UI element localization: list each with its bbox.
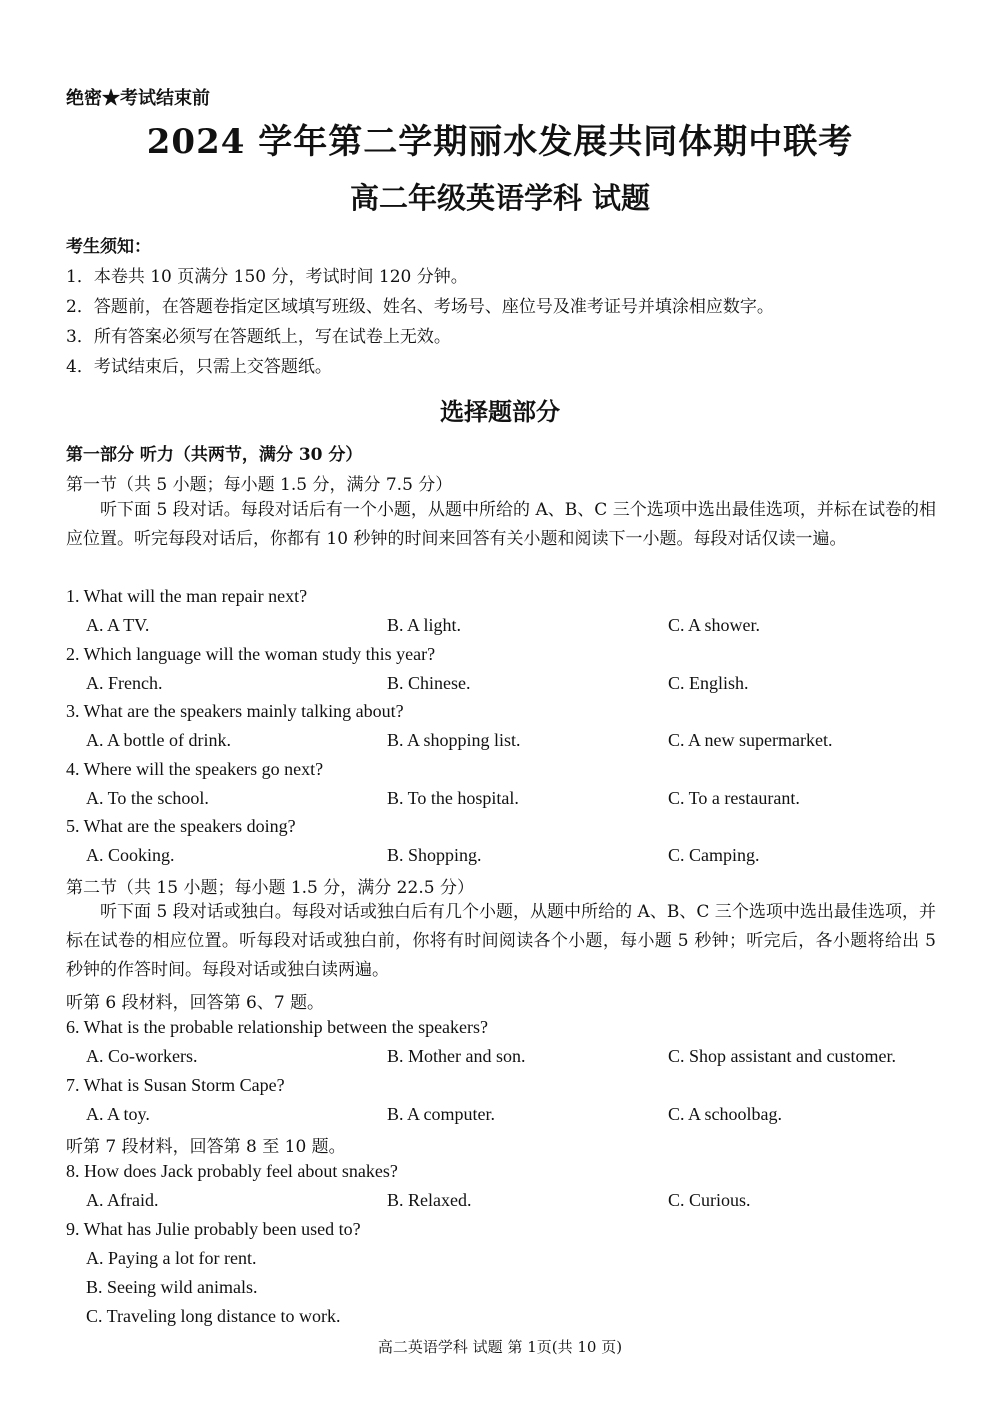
option-c: C. Shop assistant and customer. — [668, 1046, 896, 1066]
material-6-label: 听第 6 段材料，回答第 6、7 题。 — [66, 993, 325, 1013]
option-c: C. A new supermarket. — [668, 730, 833, 750]
option-c: C. Curious. — [668, 1190, 751, 1210]
section2-instructions: 听下面 5 段对话或独白。每段对话或独白后有几个小题，从题中所给的 A、B、C 三个选项中选出最佳选项，并标在试卷的相应位置。听每段对话或独白前，你将有时间阅读各个小题，每小题 5 秒钟；听完后，各小题将给出 5 秒钟的作答时间。每段对话或独白读两遍。 — [66, 902, 936, 980]
option-a: A. French. — [86, 673, 163, 693]
question-text: 7. What is Susan Storm Cape? — [66, 1075, 285, 1095]
option-a: A. Cooking. — [86, 845, 175, 865]
section1-heading: 第一节（共 5 小题；每小题 1.5 分，满分 7.5 分） — [66, 475, 453, 495]
question-text: 4. Where will the speakers go next? — [66, 759, 324, 779]
option-c: C. To a restaurant. — [668, 788, 800, 808]
question-text: 3. What are the speakers mainly talking about? — [66, 701, 404, 721]
option-b: B. To the hospital. — [387, 788, 519, 808]
option-c: C. A shower. — [668, 615, 761, 635]
part-heading: 第一部分 听力（共两节，满分 30 分） — [66, 445, 363, 465]
question-text: 8. How does Jack probably feel about snakes? — [66, 1161, 398, 1181]
material-7-label: 听第 7 段材料，回答第 8 至 10 题。 — [66, 1137, 346, 1157]
option-a: A. A TV. — [86, 615, 150, 635]
option-a: A. Paying a lot for rent. — [86, 1248, 257, 1268]
option-b: B. Seeing wild animals. — [86, 1277, 258, 1297]
question-text: 5. What are the speakers doing? — [66, 816, 296, 836]
option-b: B. Mother and son. — [387, 1046, 526, 1066]
notice-item: 1．本卷共 10 页满分 150 分，考试时间 120 分钟。 — [66, 267, 468, 287]
option-c: C. Traveling long distance to work. — [86, 1306, 341, 1326]
option-a: A. Co-workers. — [86, 1046, 198, 1066]
question-text: 1. What will the man repair next? — [66, 586, 308, 606]
confidential-label: 绝密★考试结束前 — [66, 88, 210, 109]
option-b: B. A computer. — [387, 1104, 495, 1124]
section1-instructions: 听下面 5 段对话。每段对话后有一个小题，从题中所给的 A、B、C 三个选项中选出最佳选项，并标在试卷的相应位置。听完每段对话后，你都有 10 秒钟的时间来回答有关小题和阅读下一小题。每段对话仅读一遍。 — [66, 500, 936, 549]
option-b: B. Shopping. — [387, 845, 482, 865]
question-text: 6. What is the probable relationship between the speakers? — [66, 1017, 489, 1037]
notice-item: 4．考试结束后，只需上交答题纸。 — [66, 357, 332, 377]
option-a: A. A bottle of drink. — [86, 730, 231, 750]
option-b: B. Chinese. — [387, 673, 471, 693]
section2-heading: 第二节（共 15 小题；每小题 1.5 分，满分 22.5 分） — [66, 878, 474, 898]
option-b: B. A shopping list. — [387, 730, 521, 750]
option-c: C. Camping. — [668, 845, 760, 865]
question-text: 2. Which language will the woman study this year? — [66, 644, 436, 664]
option-b: B. Relaxed. — [387, 1190, 472, 1210]
question-text: 9. What has Julie probably been used to? — [66, 1219, 361, 1239]
option-c: C. A schoolbag. — [668, 1104, 783, 1124]
section-title: 选择题部分 — [440, 397, 560, 426]
option-b: B. A light. — [387, 615, 462, 635]
notice-heading: 考生须知： — [66, 237, 151, 257]
option-a: A. To the school. — [86, 788, 209, 808]
option-a: A. Afraid. — [86, 1190, 159, 1210]
page-footer: 高二英语学科 试题 第 1页(共 10 页) — [377, 1338, 623, 1356]
option-c: C. English. — [668, 673, 749, 693]
option-a: A. A toy. — [86, 1104, 150, 1124]
notice-item: 3．所有答案必须写在答题纸上，写在试卷上无效。 — [66, 327, 451, 347]
exam-title: 2024 学年第二学期丽水发展共同体期中联考 — [146, 122, 854, 162]
exam-subtitle: 高二年级英语学科 试题 — [349, 181, 651, 215]
notice-item: 2．答题前，在答题卷指定区域填写班级、姓名、考场号、座位号及准考证号并填涂相应数字。 — [66, 297, 774, 317]
